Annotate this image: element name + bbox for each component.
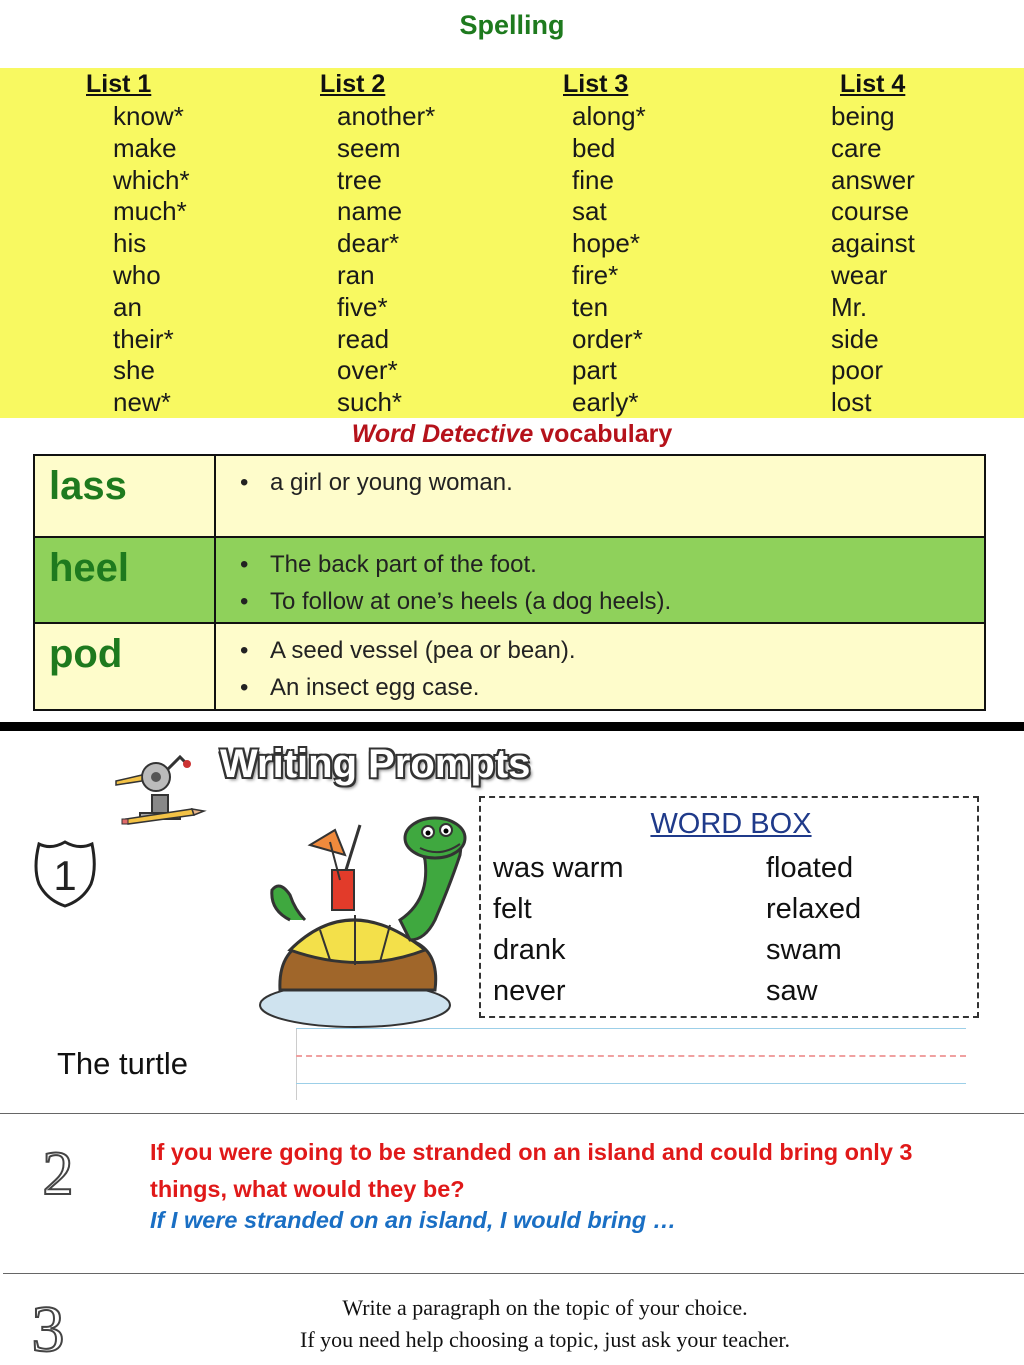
section-divider — [0, 1113, 1024, 1114]
vocab-word: heel — [34, 537, 215, 623]
spelling-word: which* — [113, 164, 190, 195]
list-heading: List 4 — [840, 70, 906, 98]
spelling-word: make — [113, 132, 177, 163]
table-row — [34, 537, 985, 623]
prompt-question: If you were going to be stranded on an island and could bring only 3 things, what would they be? — [150, 1139, 913, 1202]
vocab-definitions — [215, 537, 985, 623]
spelling-word: another* — [337, 101, 436, 131]
word-box-item: drank — [493, 934, 566, 966]
top-line — [296, 1028, 966, 1029]
spelling-word: ten — [572, 291, 609, 322]
list-heading: List 2 — [320, 70, 386, 98]
word-box-item: never — [493, 975, 566, 1007]
prompt-number: 2 — [42, 1140, 74, 1202]
prompt-instruction: Write a paragraph on the topic of your choice. — [342, 1295, 748, 1320]
spelling-word: poor — [831, 355, 884, 386]
spelling-word: bed — [572, 132, 616, 163]
route-shield-1-icon — [33, 838, 98, 910]
word-box-item: felt — [493, 893, 532, 925]
sentence-starter: The turtle — [57, 1046, 188, 1081]
pencil-sharpener-icon — [112, 745, 207, 825]
definition-item: • An insect egg case. — [232, 669, 984, 706]
word-box-item: saw — [766, 975, 818, 1007]
word-box-item: floated — [766, 852, 854, 884]
definition-item: • To follow at one’s heels (a dog heels). — [232, 583, 984, 620]
spelling-word: answer — [831, 164, 915, 195]
table-row — [34, 455, 985, 537]
word-box-item: swam — [766, 934, 842, 966]
spelling-lists — [0, 68, 1024, 418]
word-box-item: was warm — [493, 852, 624, 884]
spelling-word: course — [831, 196, 910, 227]
spelling-word: being — [831, 101, 895, 131]
section-divider — [0, 722, 1024, 731]
spelling-word: she — [113, 355, 155, 386]
section-divider — [3, 1273, 1024, 1274]
word-detective-title: Word Detective — [351, 420, 534, 448]
vocab-definitions — [215, 455, 985, 537]
spelling-word: Mr. — [831, 291, 868, 322]
word-box — [479, 796, 979, 1018]
definition-item: • a girl or young woman. — [232, 464, 984, 501]
word-box-title — [481, 808, 981, 841]
prompt-starter: If I were stranded on an island, I would bring … — [150, 1207, 677, 1233]
spelling-word: who — [113, 259, 161, 290]
definition-item: • A seed vessel (pea or bean). — [232, 632, 984, 669]
spelling-word: ran — [337, 259, 375, 290]
margin-line — [296, 1028, 297, 1100]
spelling-word: tree — [337, 164, 382, 195]
spelling-word: dear* — [337, 228, 400, 259]
turtle-illustration — [250, 800, 475, 1030]
vocab-word: pod — [34, 623, 215, 710]
spelling-word: five* — [337, 291, 388, 322]
word-box-item: relaxed — [766, 893, 862, 925]
word-detective-heading — [0, 420, 1024, 449]
prompt-number: 3 — [31, 1295, 65, 1357]
spelling-word: his — [113, 228, 147, 259]
prompt-number: 1 — [53, 852, 77, 899]
spelling-word: fine — [572, 164, 614, 195]
spelling-word: an — [113, 291, 142, 322]
vocabulary-label: vocabulary — [540, 420, 673, 448]
writing-prompts-title: Writing Prompts — [220, 742, 531, 786]
vocab-word: lass — [34, 455, 215, 537]
spelling-word: wear — [831, 259, 888, 290]
vocab-definitions — [215, 623, 985, 710]
number-2-icon — [33, 1140, 83, 1202]
vocabulary-table — [33, 454, 986, 711]
list-heading: List 3 — [563, 70, 629, 98]
spelling-word: order* — [572, 323, 643, 354]
word-box-title-text: WORD BOX — [650, 808, 812, 840]
spelling-word: hope* — [572, 228, 640, 259]
spelling-word: name — [337, 196, 403, 227]
midline — [296, 1055, 966, 1057]
spelling-word: side — [831, 323, 879, 354]
spelling-word: new* — [113, 387, 171, 418]
number-3-icon — [26, 1295, 71, 1357]
base-line — [296, 1083, 966, 1084]
spelling-word: along* — [572, 101, 646, 131]
spelling-word: early* — [572, 387, 639, 418]
spelling-word: over* — [337, 355, 398, 386]
spelling-word: their* — [113, 323, 174, 354]
definition-item: • The back part of the foot. — [232, 546, 984, 583]
table-row — [34, 623, 985, 710]
list-heading: List 1 — [86, 70, 152, 98]
page-title: Spelling — [459, 10, 565, 40]
spelling-word: care — [831, 132, 882, 163]
spelling-word: part — [572, 355, 617, 386]
spelling-word: sat — [572, 196, 607, 227]
spelling-word: read — [337, 323, 390, 354]
spelling-word: much* — [113, 196, 187, 227]
spelling-word: seem — [337, 132, 401, 163]
spelling-word: fire* — [572, 259, 619, 290]
spelling-word: lost — [831, 387, 872, 418]
handwriting-lines[interactable] — [296, 1026, 966, 1100]
spelling-word: know* — [113, 101, 184, 131]
spelling-word: against — [831, 228, 915, 259]
prompt-help: If you need help choosing a topic, just ask your teacher. — [300, 1327, 790, 1352]
spelling-word: such* — [337, 387, 403, 418]
